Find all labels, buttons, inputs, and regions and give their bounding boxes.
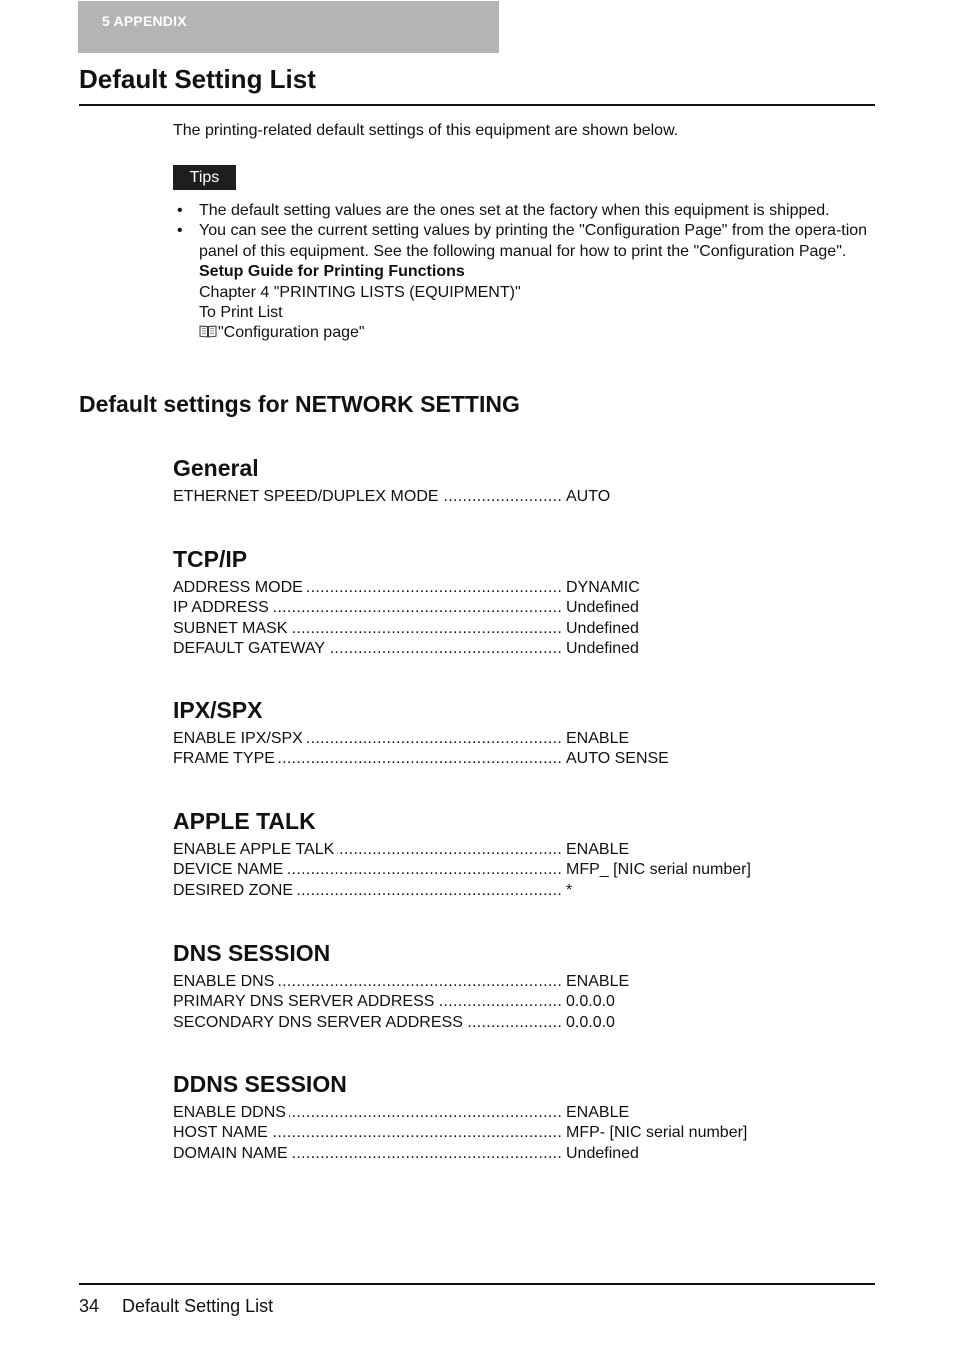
setting-key: DEFAULT GATEWAY: [173, 640, 328, 657]
setting-key: ENABLE DDNS: [173, 1104, 289, 1121]
setting-key: ENABLE DNS: [173, 973, 277, 990]
setting-row: [173, 1144, 873, 1164]
settings-rows: [173, 840, 873, 901]
setting-key: ENABLE IPX/SPX: [173, 730, 306, 747]
manual-page-ref: [199, 323, 873, 343]
group-title: IPX/SPX: [173, 697, 263, 723]
manual-reference: [173, 262, 873, 344]
setting-value: ENABLE: [566, 973, 630, 990]
manual-chapter: Chapter 4 "PRINTING LISTS (EQUIPMENT)": [199, 283, 521, 301]
setting-key: ETHERNET SPEED/DUPLEX MODE: [173, 488, 442, 505]
settings-rows: [173, 487, 873, 507]
group-title: DNS SESSION: [173, 940, 331, 966]
setting-value: ENABLE: [566, 730, 630, 747]
setting-key-leader: [173, 487, 563, 507]
footer-title: Default Setting List: [122, 1296, 274, 1316]
setting-key: HOST NAME: [173, 1124, 271, 1141]
setting-key-leader: [173, 881, 563, 901]
settings-group: [173, 545, 873, 659]
section-title: Default settings for NETWORK SETTING: [79, 391, 520, 417]
chapter-tab: [78, 1, 499, 53]
setting-row: [173, 639, 873, 659]
tips-label: Tips: [173, 165, 236, 190]
setting-key: IP ADDRESS: [173, 599, 272, 616]
title-divider: [79, 104, 875, 106]
chapter-label: 5 APPENDIX: [102, 13, 187, 29]
page-footer: [79, 1296, 273, 1317]
group-title: General: [173, 455, 259, 481]
group-title: APPLE TALK: [173, 808, 316, 834]
setting-key-leader: [173, 860, 563, 880]
setting-key: ADDRESS MODE: [173, 579, 306, 596]
setting-row: [173, 487, 873, 507]
setting-row: [173, 881, 873, 901]
setting-key: SUBNET MASK: [173, 620, 290, 637]
setting-row: [173, 992, 873, 1012]
setting-key: FRAME TYPE: [173, 750, 278, 767]
setting-key-leader: [173, 1013, 563, 1033]
tip-item: [173, 221, 873, 262]
setting-key: ENABLE APPLE TALK: [173, 841, 337, 858]
setting-key-leader: [173, 1123, 563, 1143]
setting-value: Undefined: [566, 1144, 639, 1162]
setting-row: [173, 1123, 873, 1143]
settings-rows: [173, 1103, 873, 1164]
setting-value: MFP_ [NIC serial number]: [566, 861, 751, 879]
manual-section: To Print List: [199, 304, 283, 322]
page-title: Default Setting List: [79, 64, 316, 94]
setting-key-leader: [173, 639, 563, 659]
group-title: DDNS SESSION: [173, 1071, 347, 1097]
manual-page-label: "Configuration page": [218, 324, 365, 342]
setting-row: [173, 578, 873, 598]
setting-key-leader: [173, 1144, 563, 1164]
setting-value: Undefined: [566, 599, 639, 617]
setting-row: [173, 840, 873, 860]
bullet: •: [177, 222, 183, 240]
setting-value: 0.0.0.0: [566, 993, 615, 1011]
setting-value: DYNAMIC: [566, 579, 640, 596]
setting-key: SECONDARY DNS SERVER ADDRESS: [173, 1014, 466, 1031]
setting-value: Undefined: [566, 639, 639, 657]
setting-row: [173, 1013, 873, 1033]
setting-key: DESIRED ZONE: [173, 882, 296, 899]
setting-key-leader: [173, 598, 563, 618]
setting-key-leader: [173, 992, 563, 1012]
setting-value: MFP- [NIC serial number]: [566, 1124, 748, 1142]
setting-value: *: [566, 881, 573, 899]
setting-row: [173, 860, 873, 880]
intro-text: The printing-related default settings of this equipment are shown below.: [173, 122, 679, 139]
setting-key: DOMAIN NAME: [173, 1145, 291, 1162]
setting-key: DEVICE NAME: [173, 861, 286, 878]
settings-group: [173, 807, 873, 901]
tip-text: You can see the current setting values by printing the "Configuration Page" from the opera-tion panel of this equipment. See the following manual for how to print the "Configuration Page".: [199, 222, 868, 260]
settings-rows: [173, 578, 873, 659]
setting-row: [173, 972, 873, 992]
settings-rows: [173, 729, 873, 770]
setting-row: [173, 598, 873, 618]
setting-key-leader: [173, 619, 563, 639]
tip-item: [173, 201, 873, 221]
settings-group: [173, 939, 873, 1033]
setting-value: ENABLE: [566, 1104, 630, 1121]
setting-value: Undefined: [566, 619, 639, 637]
setting-value: 0.0.0.0: [566, 1013, 615, 1031]
setting-row: [173, 749, 873, 769]
setting-key: PRIMARY DNS SERVER ADDRESS: [173, 993, 437, 1010]
setting-key-leader: [173, 840, 563, 860]
setting-key-leader: [173, 1103, 563, 1123]
tip-text: The default setting values are the ones set at the factory when this equipment is shipped.: [199, 202, 830, 219]
setting-key-leader: [173, 729, 563, 749]
tips-list: [173, 201, 873, 344]
setting-key-leader: [173, 578, 563, 598]
setting-row: [173, 729, 873, 749]
settings-group: [173, 1070, 873, 1164]
setting-value: ENABLE: [566, 841, 630, 858]
setting-value: AUTO SENSE: [566, 750, 669, 768]
settings-group: [173, 696, 873, 770]
page-number: 34: [79, 1296, 100, 1316]
setting-key-leader: [173, 749, 563, 769]
setting-value: AUTO: [566, 488, 611, 505]
book-icon: [199, 324, 217, 338]
bullet: •: [177, 202, 183, 219]
manual-title: Setup Guide for Printing Functions: [199, 263, 465, 281]
group-title: TCP/IP: [173, 546, 248, 572]
footer-divider: [79, 1283, 875, 1285]
setting-row: [173, 619, 873, 639]
settings-rows: [173, 972, 873, 1033]
settings-group: [173, 454, 873, 507]
setting-key-leader: [173, 972, 563, 992]
setting-row: [173, 1103, 873, 1123]
